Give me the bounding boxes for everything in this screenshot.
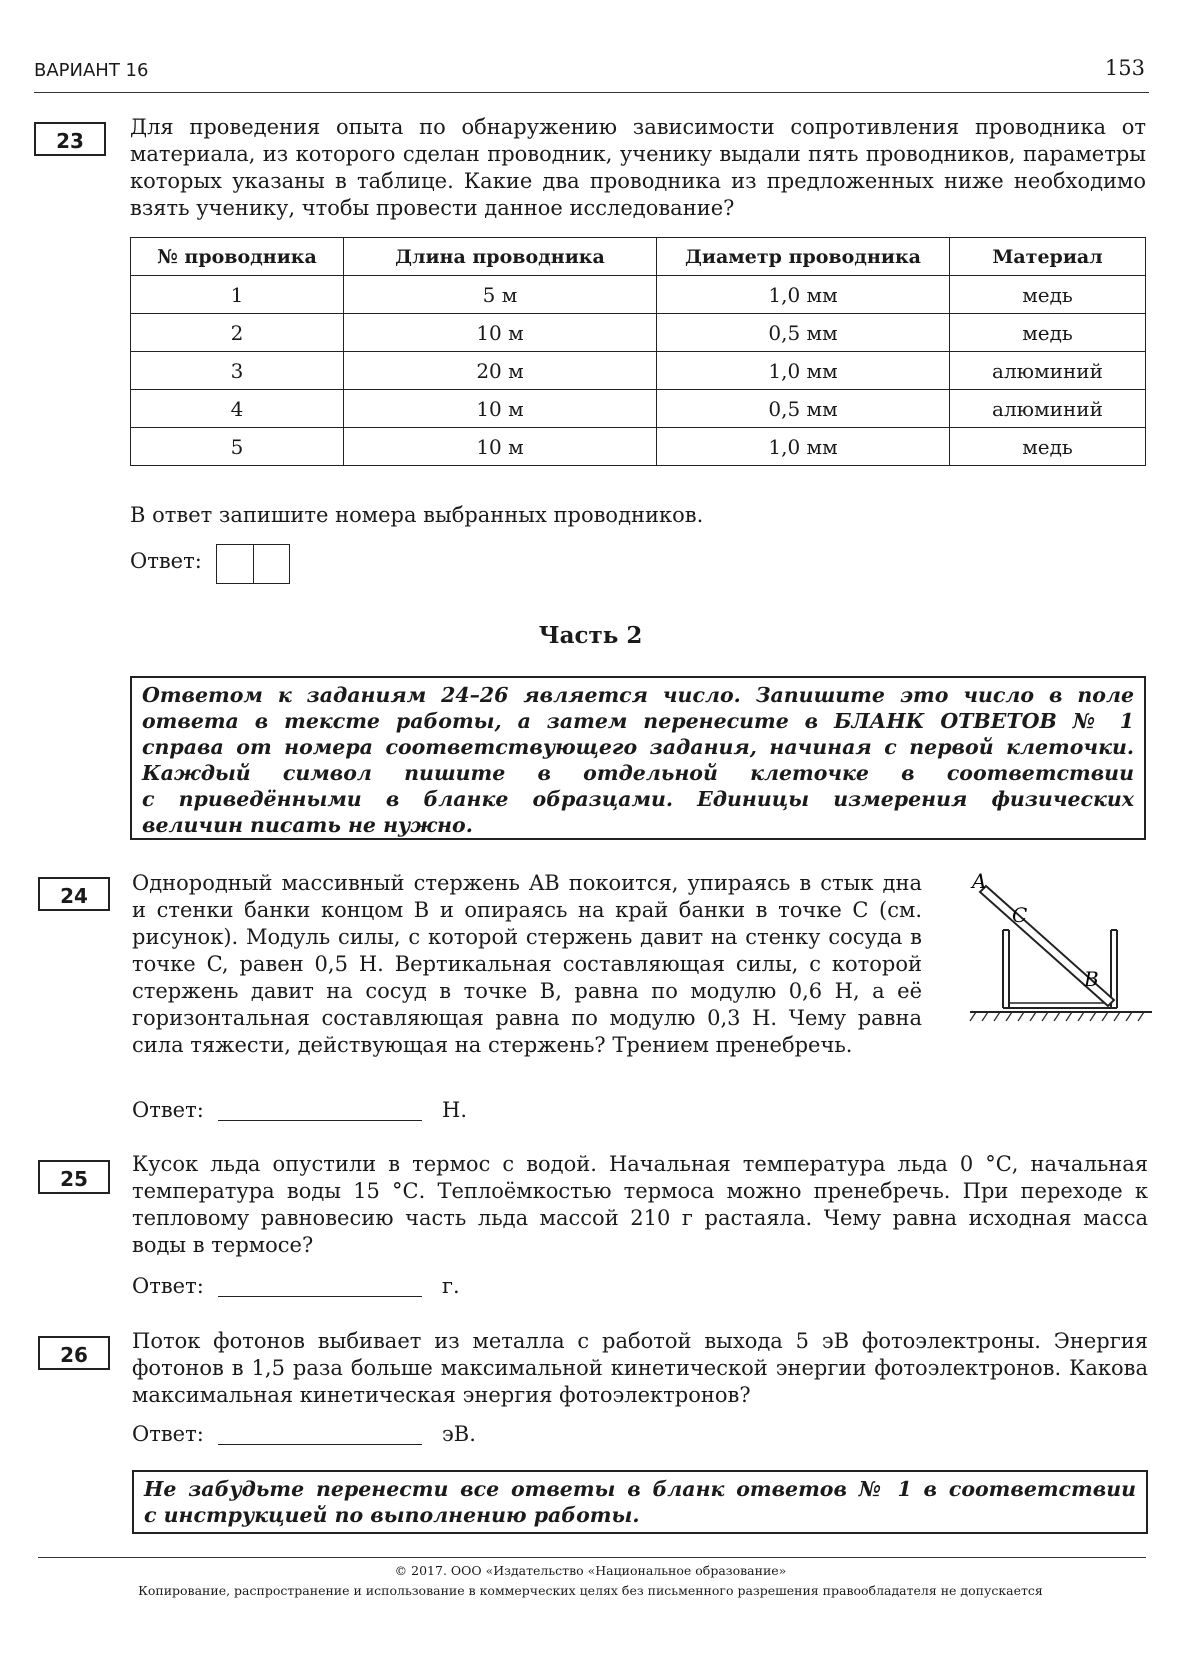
column-header: Материал <box>950 238 1146 276</box>
column-header: № проводника <box>131 238 344 276</box>
table-cell: 5 м <box>344 276 657 314</box>
answer-label: Ответ: <box>132 1098 204 1122</box>
task-24-text: Однородный массивный стержень AB покоится, упираясь в стык дна и стенки банки концом B и опираясь на край банки в точке C (см. рисунок). Модуль силы, с которой стержень давит на стенку сосуда в точке C, равен 0,5 Н. Вертикальная составляющая силы, с которой стержень давит на сосуд в точке B, равна по модулю 0,6 Н, а её горизонтальная составляющая равна по модулю 0,3 Н. Чему равна сила тяжести, действующая на стержень? Трением пренебречь. <box>132 871 922 1057</box>
task-25-text: Кусок льда опустили в термос с водой. Начальная температура льда 0 °С, начальная температура воды 15 °С. Теплоёмкостью термоса можно пренебречь. При переходе к тепловому равновесию часть льда массой 210 г растаяла. Чему равна исходная масса воды в термосе? <box>132 1152 1148 1257</box>
table-cell: 1,0 мм <box>657 276 950 314</box>
part-2-title: Часть 2 <box>538 622 643 649</box>
task-number-23: 23 <box>34 122 106 156</box>
label-c: C <box>1012 903 1028 927</box>
table-cell: 3 <box>131 352 344 390</box>
table-cell: 20 м <box>344 352 657 390</box>
reminder-line: с инструкцией по выполнению работы. <box>144 1503 640 1527</box>
note-line: ответа в тексте работы, а затем перенесите в БЛАНК ОТВЕТОВ № 1 <box>142 709 1134 733</box>
answer-field-24[interactable] <box>218 1098 422 1121</box>
answer-cell-1[interactable] <box>217 545 254 583</box>
answer-unit-26: эВ. <box>442 1422 476 1446</box>
answer-label: Ответ: <box>132 1274 204 1298</box>
task-number-24: 24 <box>38 877 110 911</box>
answer-unit-24: Н. <box>442 1098 467 1122</box>
table-cell: алюминий <box>950 390 1146 428</box>
copyright: © 2017. ООО «Издательство «Национальное образование» <box>394 1563 787 1578</box>
table-cell: 1,0 мм <box>657 352 950 390</box>
table-cell: алюминий <box>950 352 1146 390</box>
reminder-line: Не забудьте перенести все ответы в бланк ответов № 1 в соответствии <box>144 1477 1136 1501</box>
table-cell: 2 <box>131 314 344 352</box>
task-26-text: Поток фотонов выбивает из металла с работой выхода 5 эВ фотоэлектроны. Энергия фотонов в 1,5 раза больше максимальной кинетической энергии фотоэлектронов. Какова максимальная кинетическая энергия фотоэлектронов? <box>132 1329 1148 1407</box>
column-header: Длина проводника <box>344 238 657 276</box>
rod-in-jar-figure <box>966 872 1156 1032</box>
variant-label: ВАРИАНТ 16 <box>34 60 149 81</box>
task-23-text: Для проведения опыта по обнаружению зависимости сопротивления проводника от материала, из которого сделан проводник, ученику выдали пять проводников, параметры которых указаны в таблице. Какие два проводника из предложенных ниже необходимо взять ученику, чтобы провести данное исследование? <box>130 115 1146 220</box>
answer-label: Ответ: <box>130 549 202 573</box>
answer-cell-2[interactable] <box>254 545 290 583</box>
label-a: A <box>972 872 987 893</box>
table-row <box>131 314 1146 352</box>
label-b: B <box>1084 967 1099 991</box>
task-23-instruction: В ответ запишите номера выбранных проводников. <box>130 503 704 527</box>
reminder-box <box>132 1470 1148 1534</box>
answer-label: Ответ: <box>132 1422 204 1446</box>
note-line: Ответом к заданиям 24–26 является число. Запишите это число в поле <box>142 683 1134 707</box>
ground-hatching <box>970 1012 1144 1021</box>
table-row <box>131 352 1146 390</box>
note-line: величин писать не нужно. <box>142 813 473 837</box>
table-cell: медь <box>950 428 1146 466</box>
part-2-instructions-box <box>130 676 1146 840</box>
table-cell: 0,5 мм <box>657 390 950 428</box>
table-cell: 4 <box>131 390 344 428</box>
table-row <box>131 276 1146 314</box>
table-cell: 1 <box>131 276 344 314</box>
answer-field-25[interactable] <box>218 1274 422 1297</box>
table-cell: 10 м <box>344 390 657 428</box>
conductors-table <box>130 237 1146 466</box>
table-cell: 10 м <box>344 428 657 466</box>
table-cell: 5 <box>131 428 344 466</box>
task-number-26: 26 <box>38 1336 110 1370</box>
page-number: 153 <box>1104 56 1145 80</box>
copyright-notice: Копирование, распространение и использование в коммерческих целях без письменного разрешения правообладателя не допускается <box>138 1583 1043 1598</box>
note-line: с приведёнными в бланке образцами. Единицы измерения физических <box>142 787 1134 811</box>
table-cell: 0,5 мм <box>657 314 950 352</box>
answer-boxes-23[interactable] <box>216 544 290 584</box>
table-cell: медь <box>950 276 1146 314</box>
table-row <box>131 428 1146 466</box>
task-number-25: 25 <box>38 1160 110 1194</box>
table-cell: 1,0 мм <box>657 428 950 466</box>
note-line: справа от номера соответствующего задания, начиная с первой клеточки. <box>142 735 1134 759</box>
table-row <box>131 390 1146 428</box>
table-header-row <box>131 238 1146 276</box>
header-divider <box>34 92 1149 93</box>
table-cell: медь <box>950 314 1146 352</box>
answer-field-26[interactable] <box>218 1422 422 1445</box>
column-header: Диаметр проводника <box>657 238 950 276</box>
note-line: Каждый символ пишите в отдельной клеточке в соответствии <box>142 761 1134 785</box>
footer-divider <box>38 1557 1146 1558</box>
table-cell: 10 м <box>344 314 657 352</box>
answer-unit-25: г. <box>442 1274 460 1298</box>
